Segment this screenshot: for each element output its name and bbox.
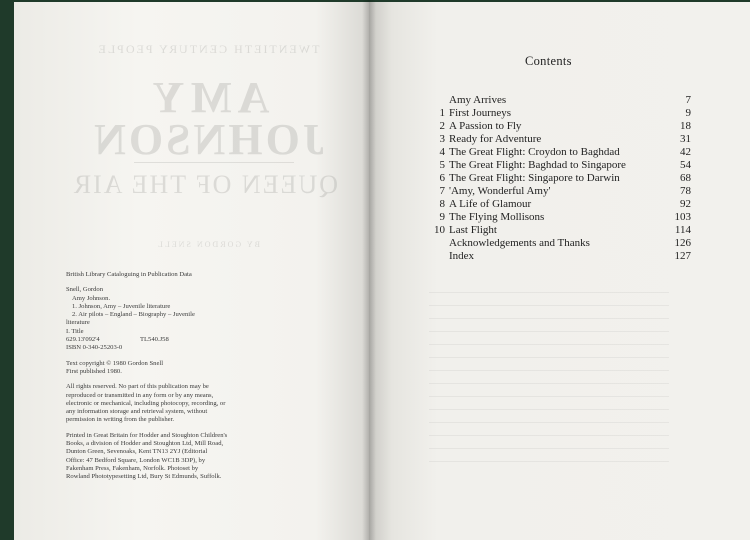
toc-chapter-number: 6 — [439, 172, 445, 184]
printer-line: Rowland Phototypesetting Ltd, Bury St Edmunds, Suffolk. — [66, 473, 222, 481]
toc-chapter-title: First Journeys — [449, 107, 512, 119]
toc-chapter-number: 3 — [439, 133, 445, 145]
toc-page-number: 114 — [674, 224, 691, 236]
toc-page-number: 54 — [680, 159, 691, 171]
rights-line: electronic or mechanical, including photocopy, recording, or — [66, 399, 226, 407]
toc-chapter-title: Acknowledgements and Thanks — [449, 237, 590, 249]
cip-line: Amy Johnson. — [72, 294, 111, 302]
rights-line: permission in writing from the publisher. — [66, 416, 175, 424]
left-page — [14, 2, 369, 540]
toc-page-number: 7 — [685, 94, 691, 106]
cip-line: literature — [66, 319, 90, 327]
toc-entry — [431, 107, 691, 120]
toc-chapter-number: 2 — [439, 120, 445, 132]
classification-number: 629.13'092'4 — [66, 336, 100, 344]
rights-block — [66, 383, 296, 424]
toc-chapter-number: 10 — [434, 224, 445, 236]
toc-chapter-title: Last Flight — [449, 224, 497, 236]
cip-record — [66, 286, 296, 352]
show-through-subtitle: QUEEN OF THE AIR — [71, 170, 338, 199]
toc-chapter-number: 4 — [439, 146, 445, 158]
printer-line: Books, a division of Hodder and Stoughton Ltd, Mill Road, — [66, 440, 224, 448]
classification-code: TL540.J58 — [140, 336, 169, 344]
cip-line: 2. Air pilots – England – Biography – Juvenile — [72, 311, 195, 319]
show-through-text-block — [429, 292, 669, 472]
toc-entry — [431, 224, 691, 237]
toc-entry — [431, 211, 691, 224]
table-of-contents — [431, 94, 691, 263]
toc-chapter-number: 5 — [439, 159, 445, 171]
toc-entry — [431, 185, 691, 198]
toc-page-number: 126 — [674, 237, 691, 249]
toc-chapter-title: The Great Flight: Baghdad to Singapore — [449, 159, 626, 171]
toc-chapter-title: A Life of Glamour — [449, 198, 532, 210]
right-page — [369, 2, 750, 540]
toc-entry — [431, 159, 691, 172]
toc-page-number: 31 — [680, 133, 691, 145]
toc-chapter-number: 7 — [439, 185, 445, 197]
toc-page-number: 9 — [685, 107, 691, 119]
toc-page-number: 68 — [680, 172, 691, 184]
rights-line: reproduced or transmitted in any form or by any means, — [66, 391, 214, 399]
copyright-block — [66, 360, 296, 377]
toc-chapter-number: 1 — [439, 107, 445, 119]
toc-page-number: 127 — [674, 250, 691, 262]
toc-entry — [431, 198, 691, 211]
toc-page-number: 103 — [674, 211, 691, 223]
cip-line: Snell, Gordon — [66, 286, 103, 294]
show-through-rule — [134, 162, 294, 163]
printer-block — [66, 432, 296, 482]
cip-block — [66, 271, 296, 279]
toc-entry — [431, 237, 691, 250]
toc-entry — [431, 172, 691, 185]
toc-page-number: 78 — [680, 185, 691, 197]
toc-entry — [431, 250, 691, 263]
rights-line: All rights reserved. No part of this publication may be — [66, 383, 209, 391]
printer-line: Office: 47 Bedford Square, London WC1B 3DP), by — [66, 456, 206, 464]
copyright-line: Text copyright © 1980 Gordon Snell — [66, 359, 164, 367]
toc-entry — [431, 94, 691, 107]
cip-line: I. Title — [66, 327, 84, 335]
rights-line: any information storage and retrieval system, without — [66, 408, 208, 416]
classification-row — [66, 336, 296, 344]
cip-heading: British Library Cataloguing in Publication Data — [66, 271, 192, 278]
toc-chapter-title: The Great Flight: Singapore to Darwin — [449, 172, 620, 184]
toc-chapter-title: 'Amy, Wonderful Amy' — [449, 185, 551, 197]
toc-chapter-title: A Passion to Fly — [449, 120, 522, 132]
toc-entry — [431, 146, 691, 159]
toc-chapter-title: Amy Arrives — [449, 94, 507, 106]
toc-chapter-title: Ready for Adventure — [449, 133, 542, 145]
isbn: ISBN 0-340-25203-0 — [66, 344, 123, 352]
show-through-author: BY GORDON SNELL — [156, 240, 260, 249]
toc-page-number: 92 — [680, 198, 691, 210]
colophon — [66, 271, 296, 489]
toc-chapter-number: 8 — [439, 198, 445, 210]
contents-heading: Contents — [525, 54, 572, 68]
toc-entry — [431, 133, 691, 146]
show-through-title-line2: JOHNSON — [91, 115, 325, 164]
toc-page-number: 42 — [680, 146, 691, 158]
toc-chapter-number: 9 — [439, 211, 445, 223]
show-through-title-line1: AMY — [146, 73, 270, 122]
show-through-series: TWENTIETH CENTURY PEOPLE — [96, 42, 320, 56]
printer-line: Fakenham Press, Fakenham, Norfolk. Photoset by — [66, 464, 199, 472]
first-published-line: First published 1980. — [66, 367, 122, 375]
toc-chapter-title: Index — [449, 250, 475, 262]
cip-line: 1. Johnson, Amy – Juvenile literature — [72, 302, 171, 310]
toc-chapter-title: The Flying Mollisons — [449, 211, 545, 223]
printer-line: Printed in Great Britain for Hodder and Stoughton Children's — [66, 431, 228, 439]
printer-line: Dunton Green, Sevenoaks, Kent TN13 2YJ (Editorial — [66, 448, 208, 456]
toc-page-number: 18 — [680, 120, 691, 132]
toc-chapter-title: The Great Flight: Croydon to Baghdad — [449, 146, 620, 158]
toc-entry — [431, 120, 691, 133]
